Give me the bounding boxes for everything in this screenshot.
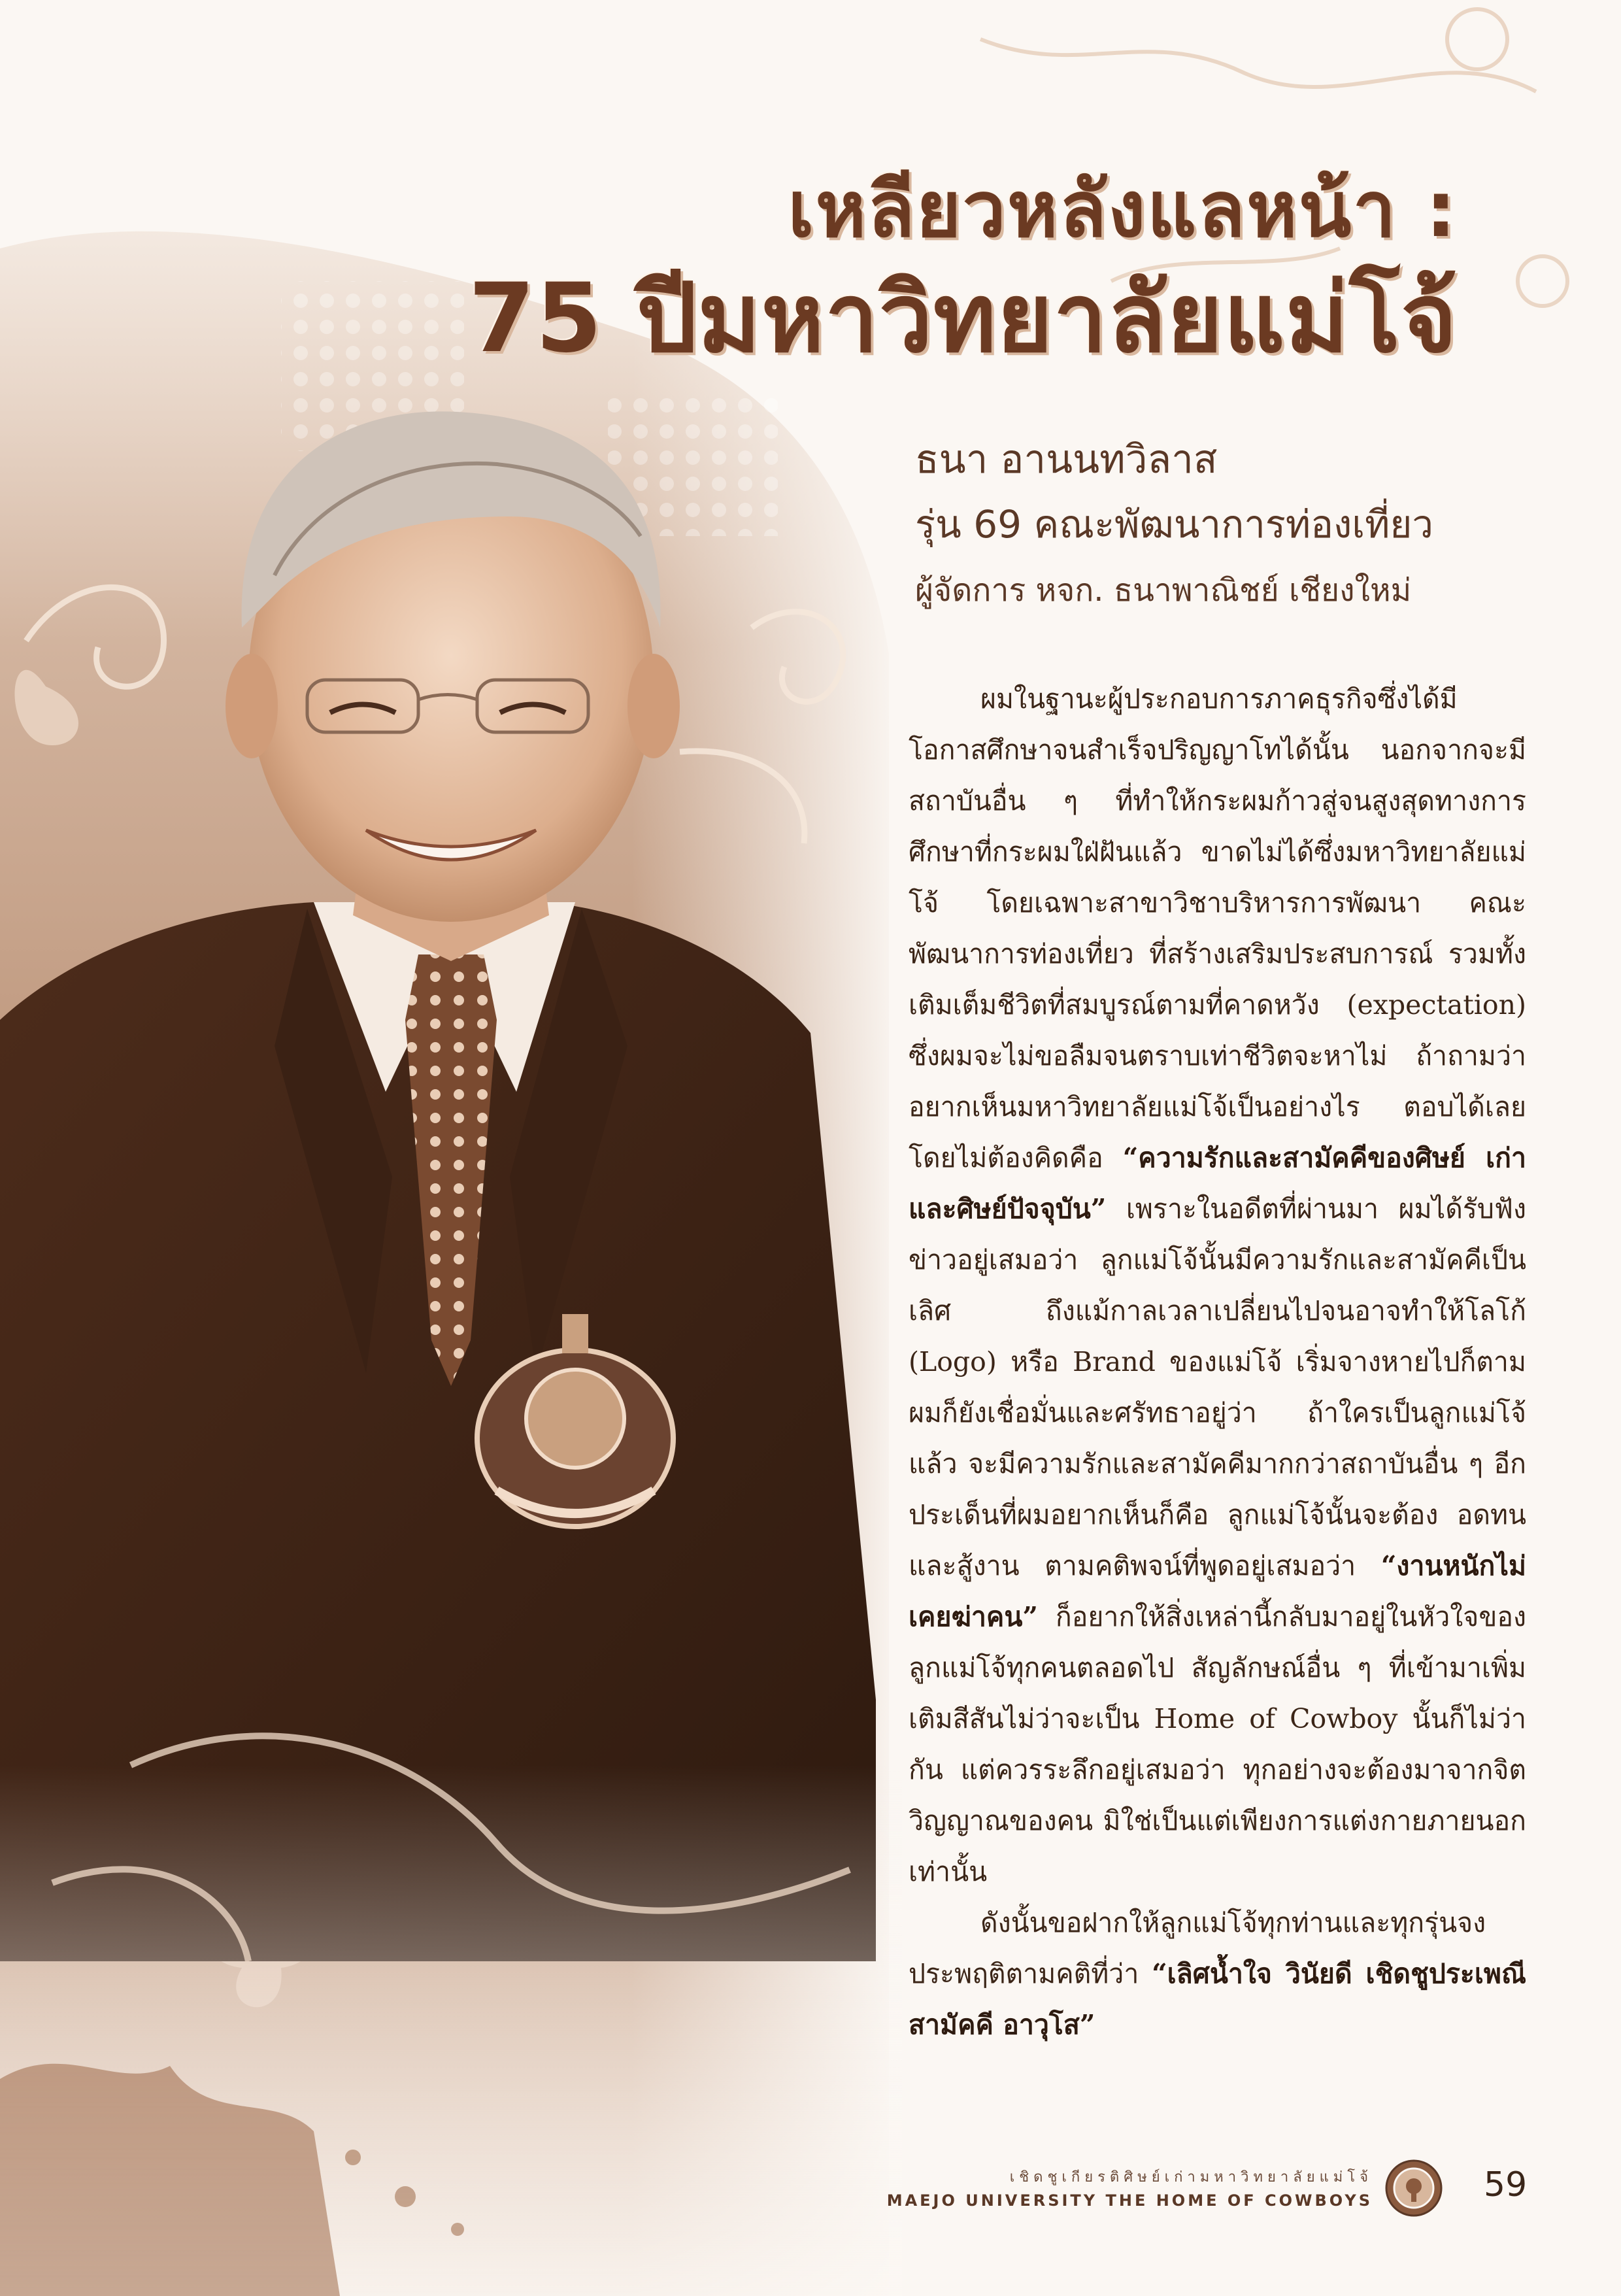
paragraph-text: ดังนั้นขอฝากให้ลูกแม่โจ้ทุกท่านและทุกรุ่นจงประพฤติตามคติที่ว่า [909, 1907, 1486, 1989]
university-seal-icon [1384, 2159, 1443, 2218]
emphasis-quote: “เลิศน้ำใจ วินัยดี เชิดชูประเพณี สามัคคี อาวุโส” [909, 1958, 1526, 2040]
author-name: ธนา อานนทวิลาส [915, 437, 1218, 482]
paragraph-text: ก็อยากให้สิ่งเหล่านี้กลับมาอยู่ในหัวใจของลูกแม่โจ้ทุกคนตลอดไป สัญลักษณ์อื่น ๆ ที่เข้ามาเพิ่มเติมสีสันไม่ว่าจะเป็น Home of Cowboy นั้นก็ไม่ว่ากัน แต่ควรระลึกอยู่เสมอว่า ทุกอย่างจะต้องมาจากจิตวิญญาณของคน มิใช่เป็นแต่เพียงการแต่งกายภายนอกเท่านั้น [909, 1601, 1526, 1887]
paragraph-text: เพราะในอดีตที่ผ่านมา ผมได้รับฟังข่าวอยู่เสมอว่า ลูกแม่โจ้นั้นมีความรักและสามัคคีเป็นเลิศ ถึงแม้กาลเวลาเปลี่ยนไปจนอาจทำให้โลโก้ (Logo) หรือ Brand ของแม่โจ้ เริ่มจางหายไปก็ตาม ผมก็ยังเชื่อมั่นและศรัทธาอยู่ว่า ถ้าใครเป็นลูกแม่โจ้แล้ว จะมีความรักและสามัคคีมากกว่าสถาบันอื่น ๆ อีกประเด็นที่ผมอยากเห็นก็คือ ลูกแม่โจ้นั้นจะต้อง อดทนและสู้งาน ตามคติพจน์ที่พูดอยู่เสมอว่า [909, 1193, 1526, 1581]
page-title-line-2: 75 ปีมหาวิทยาลัยแม่โจ้ [468, 263, 1458, 374]
article-paragraph-2 [909, 1897, 1526, 2050]
paragraph-text: ผมในฐานะผู้ประกอบการภาคธุรกิจซึ่งได้มีโอกาสศึกษาจนสำเร็จปริญญาโทได้นั้น นอกจากจะมีสถาบันอื่น ๆ ที่ทำให้กระผมก้าวสู่จนสูงสุดทางการศึกษาที่กระผมใฝ่ฝันแล้ว ขาดไม่ได้ซึ่งมหาวิทยาลัยแม่โจ้ โดยเฉพาะสาขาวิชาบริหารการพัฒนา คณะพัฒนาการท่องเที่ยว ที่สร้างเสริมประสบการณ์ รวมทั้งเติมเต็มชีวิตที่สมบูรณ์ตามที่คาดหวัง (expectation) ซึ่งผมจะไม่ขอลืมจนตราบเท่าชีวิตจะหาไม่ ถ้าถามว่าอยากเห็นมหาวิทยาลัยแม่โจ้เป็นอย่างไร ตอบได้เลยโดยไม่ต้องคิดคือ [909, 683, 1526, 1173]
article-body [909, 673, 1526, 2050]
footer-english-tagline: MAEJO UNIVERSITY THE HOME OF COWBOYS [886, 2191, 1373, 2210]
article-paragraph-1 [909, 673, 1526, 1897]
page-number: 59 [1484, 2165, 1528, 2204]
author-position: ผู้จัดการ หจก. ธนาพาณิชย์ เชียงใหม่ [915, 572, 1412, 609]
page-title-line-1: เหลียวหลังแลหน้า : [788, 164, 1458, 254]
emphasis-quote: “ความรักและสามัคคีของศิษย์ เก่าและศิษย์ปัจจุบัน” [909, 1142, 1526, 1224]
emphasis-quote: “งานหนักไม่เคยฆ่าคน” [909, 1550, 1526, 1632]
footer-thai-tagline: เชิดชูเกียรติศิษย์เก่ามหาวิทยาลัยแม่โจ้ [1009, 2169, 1373, 2186]
author-class: รุ่น 69 คณะพัฒนาการท่องเที่ยว [915, 502, 1433, 547]
